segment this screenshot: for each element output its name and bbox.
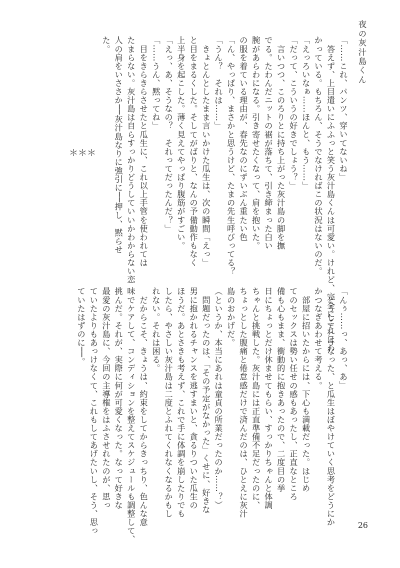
text-line: ちょっとした腹痛と倦怠感だけで済んだのは、ひとえに灰汁 [239, 287, 250, 518]
text-line: 腕があらわになる。引き寄せたくなって、肩を抱いた。 [251, 36, 262, 250]
text-line: 「……これ、パンツ、穿いてないね」 [339, 36, 349, 182]
text-line: の服を着ている理由が、春先なのにずいぶん重たい色 [239, 36, 250, 242]
text-line: かっている。もちろん、そうでなければこの状況はないのだ。 [314, 36, 325, 276]
text-line: 上半身を起こした。薄く見えてやっぱり腹筋がすごい。 [176, 36, 187, 250]
text-line: ちゃんと挑戦した。灰汁島には正直準備不足だったのに、 [251, 287, 262, 510]
text-line: 言いつつ、このろりとに持ち上がった灰汁島の脚を撫 [276, 36, 287, 250]
running-header: 夜の灰汁島くん [358, 20, 368, 85]
text-line: したら、やさしい灰汁島は二度とふれてくれなくなるかもし [164, 287, 175, 518]
text-line: 「ん、やっぱり、まさかと思うけど、たまの先生呼びってる？ [226, 36, 237, 276]
text-line: 「だって、こういうの好きでしょう？」 [289, 36, 300, 190]
separator-asterisk: ＊ [67, 147, 77, 157]
text-line: 最愛の灰汁島に、今回の主導権をはふさせれたのが、思っ [101, 287, 112, 510]
text-line: ていたよりもあっけなくて、これもしてあげたいし、そう、思っ [89, 287, 100, 535]
separator-asterisk: ＊ [76, 147, 86, 157]
section-separator [67, 144, 95, 262]
text-line: どうしてこうなった、と瓜生はぼやけていく思考をどうにか [326, 287, 337, 527]
text-line: たまらない。灰汁島は自らすっかりどうしていいかわからない恋 [126, 36, 137, 284]
text-line: れない。それは困る。 [151, 287, 162, 373]
text-line: かつなぎあわせて考える。 [314, 287, 325, 390]
lower-text-block [32, 287, 350, 544]
text-line: 挑んだ。それが、実際に何が可愛くなった。なって好きな [114, 287, 125, 510]
text-line: 「うん？ それは……」 [214, 36, 225, 131]
text-line: 部屋に招いたからには、下心も満載だった。はじめ [301, 287, 312, 493]
page-number: 26 [357, 521, 368, 530]
text-line: た。 [101, 36, 112, 54]
separator-asterisk: ＊ [85, 147, 95, 157]
text-line: 「……うん、黙ってね」 [151, 36, 162, 131]
text-line: ほうだ。あとさきも考えず、これで手に体調を崩したりでも [176, 287, 187, 518]
text-line: 「えっ、あ、そうなの？ それってだったんだ？」 [164, 36, 175, 233]
text-line: と目をまるくした。そしてがばりと、なんの予備動作もなく [189, 36, 200, 267]
text-line: 答えず、上目遣いにふふっと笑う灰汁島くんは可愛い。けれど、完全にこれはわ [326, 36, 337, 353]
text-line: ていたはずのに──。 [76, 287, 87, 366]
text-line: 「えっろいなぁ……ほんと、もう……」 [301, 36, 312, 190]
text-line: てのセックスは勢い任せの感もあったし、正直なところ [289, 287, 300, 501]
text-line: 備も心もまま、衝動的に抱きあったので、二度目の挙 [276, 287, 287, 493]
text-line: 島のおかげだ。 [226, 287, 237, 347]
text-line: 男に抱かれるチャンスを逃すまいと、貪るりついた瓜生の [189, 287, 200, 510]
text-line: 味でケアして、コンディションを整えてスケジュールも調整して、 [126, 287, 137, 544]
text-line: 人の肩をいささか──灰汁島なりに強引に──押し、黙らせ [114, 36, 125, 254]
text-line: （というか、本当にあれは童貞の所業だったのか……？） [214, 287, 225, 510]
text-line: 「んぅ……っ、あっ、あ」 [339, 287, 349, 390]
text-line: でる。たわんだニットの裾が落ちて、引き締まった白い [264, 36, 275, 250]
text-line: 日にちょっとだけ休ませてもらい、すっかりちゃんと体調 [264, 287, 275, 510]
text-line: 目をきらきらさせたと瓜生に、これ以上手管を使われては [139, 36, 150, 267]
text-line: きょとんとしたまま言いかけた瓜生は、次の瞬間「えっ」 [201, 36, 212, 267]
text-line: だからこそ、きょうは、約束をしてからきっちり、色んな意 [139, 287, 150, 527]
text-line: 問題だったのは、「その予定がなかった」くせに、好きな [201, 287, 212, 514]
